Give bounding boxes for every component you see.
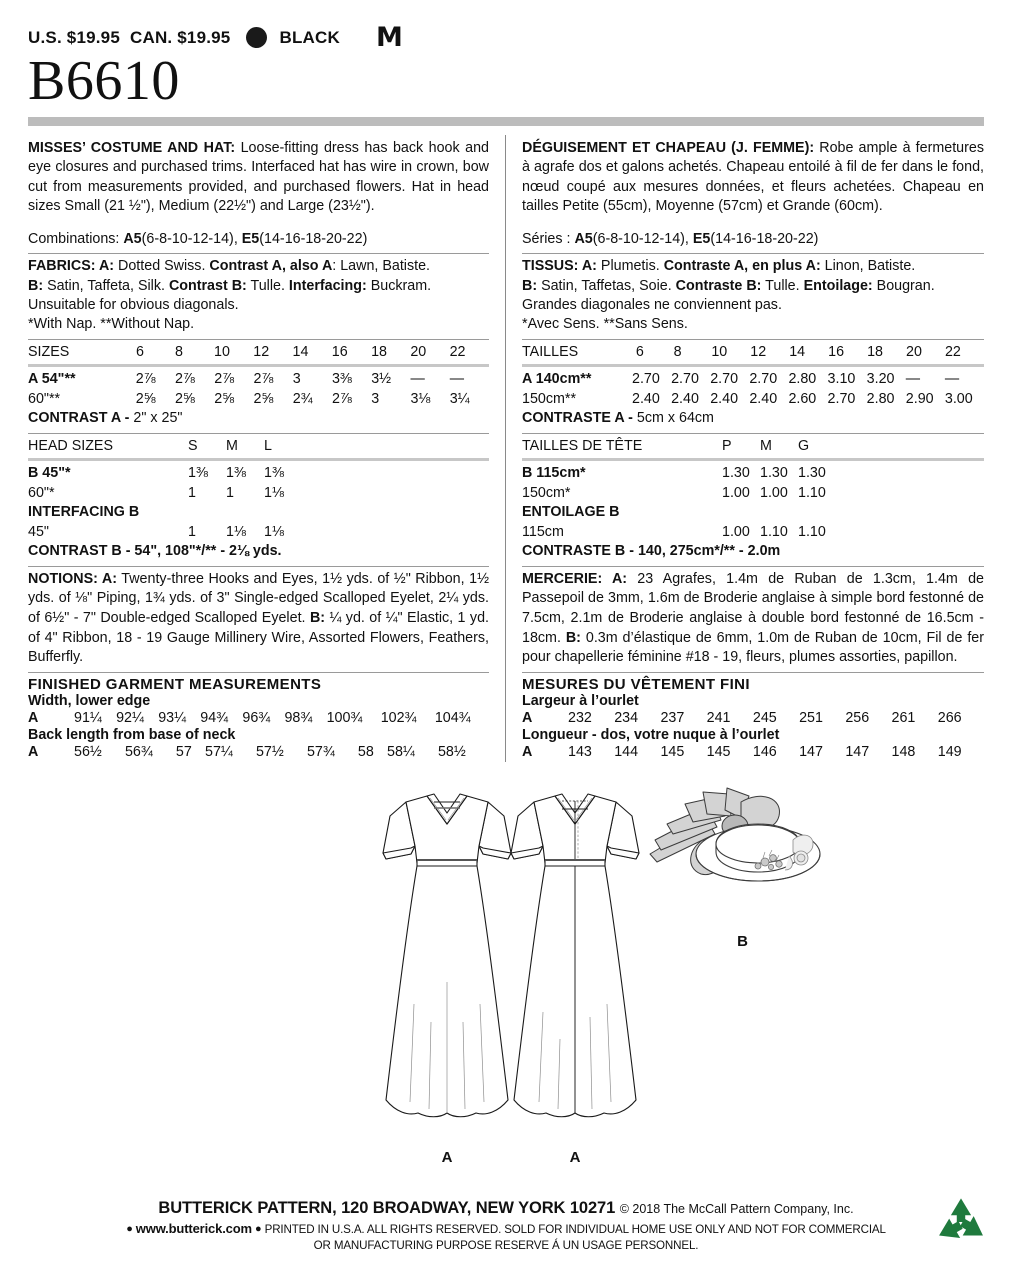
french-contrast-b: CONTRASTE B - 140, 275cm*/** - 2.0m: [522, 543, 781, 560]
fabrics-view-b: B:: [522, 277, 538, 294]
french-column: [506, 135, 984, 762]
french-nap-note: *Avec Sens. **Sans Sens.: [522, 316, 688, 333]
envelope-footer: [0, 1199, 1012, 1252]
yardage-cell: 2.80: [866, 390, 895, 407]
yardage-cell: 3¼: [449, 390, 470, 407]
notions-label: MERCERIE:: [522, 570, 603, 587]
divider: [28, 364, 489, 367]
fgm-cell: 58¼: [387, 744, 415, 761]
size-col: 12: [253, 343, 270, 360]
yardage-cell: 2.90: [905, 390, 934, 407]
head-yardage-cell: 1.30: [760, 465, 788, 482]
french-head-sizes-table: [522, 437, 984, 457]
table-row-header: [522, 437, 984, 457]
divider: [522, 339, 984, 340]
size-col: 22: [449, 343, 466, 360]
fabrics-interfacing: Entoilage:: [803, 277, 873, 294]
table-row: [522, 464, 984, 484]
french-combinations: [522, 230, 984, 249]
notions-view-b-text: 0.3m d’élastique de 6mm, 1.0m de Ruban de 10cm, Fil de fer pour chapellerie féminine #18 - 19, fleurs, plumes assorties, papillon.: [522, 629, 985, 666]
size-col: 6: [135, 343, 144, 360]
fgm-cell: 145: [706, 744, 731, 761]
hat-label: B: [737, 932, 748, 950]
contrast-a-label: CONTRASTE A -: [522, 410, 637, 427]
english-head-sizes-table: [28, 437, 489, 457]
head-size-col: S: [188, 437, 198, 454]
yardage-cell: 2.70: [749, 371, 778, 388]
fgm-cell: 57¾: [306, 744, 335, 761]
fgm-cell: 261: [891, 709, 916, 726]
table-row-header: [28, 343, 489, 363]
head-yardage-cell: 1: [188, 484, 196, 501]
head-yardage-row-label: 60"*: [28, 484, 55, 501]
content-columns: [0, 135, 1012, 762]
envelope-header: [0, 0, 1012, 126]
size-col: 14: [789, 343, 806, 360]
divider: [28, 458, 489, 461]
yardage-cell: 3: [292, 371, 301, 388]
color-name: BLACK: [279, 27, 340, 47]
fgm-cell: 144: [614, 744, 639, 761]
combination-e5: E5: [241, 231, 260, 248]
fgm-cell: 93¼: [158, 709, 187, 726]
notions-view-b-text: ¼ yd. of ¼" Elastic, 1 yd. of 4" Ribbon, 18 - 19 Gauge Millinery Wire, Assorted Flowers, Feathers, Bufferfly.: [28, 609, 489, 666]
yardage-cell: 3.10: [827, 371, 856, 388]
size-col: 14: [292, 343, 309, 360]
price-us: U.S. $19.95: [28, 27, 120, 47]
fgm-cell: 57¼: [205, 744, 233, 761]
english-yardage-table: [28, 370, 489, 409]
english-fabrics-line3: Unsuitable for obvious diagonals.: [28, 296, 239, 313]
head-yardage-cell: 1⅜: [226, 465, 246, 482]
divider: [28, 339, 489, 340]
table-row: [522, 370, 984, 390]
table-row: [522, 523, 984, 543]
fabrics-view-a: A:: [578, 258, 597, 275]
hat-drawing: [645, 782, 840, 912]
divider: [522, 458, 984, 461]
dress-front-label: A: [441, 1148, 453, 1166]
fgm-cell: 232: [568, 709, 592, 726]
english-fgm-title: FINISHED GARMENT MEASUREMENTS: [28, 675, 322, 693]
head-yardage-cell: 1⅜: [264, 465, 284, 482]
size-col: 6: [635, 343, 644, 360]
table-row: [28, 709, 489, 728]
fabrics-view-b-text: Satin, Taffetas, Soie.: [537, 277, 676, 294]
yardage-cell: 3⅜: [331, 371, 352, 388]
english-fgm-sub2: Back length from base of neck: [28, 727, 236, 744]
french-fabrics-line2: [522, 277, 984, 296]
english-title: MISSES’ COSTUME AND HAT:: [28, 139, 236, 156]
footer-legal-line-2: OR MANUFACTURING PURPOSE RESERVE Á UN USAGE PERSONNEL.: [313, 1239, 699, 1252]
notions-view-a-text: Twenty-three Hooks and Eyes, 1½ yds. of ½" Ribbon, 1½ yds. of ⅛" Piping, 1¾ yds. of 3" Single-edged Scalloped Eyelet, 2¼ yds. of 6½" - 7" Double-edged Scalloped Eyelet.: [28, 570, 489, 626]
bullet-icon: ●: [126, 1223, 133, 1235]
notions-view-b: B:: [565, 629, 581, 646]
size-col: 12: [750, 343, 767, 360]
yardage-cell: 2⅞: [253, 371, 274, 388]
fabrics-interfacing: Interfacing:: [288, 277, 367, 294]
table-row-header: [28, 437, 489, 457]
price-row: [28, 24, 984, 51]
yardage-cell: 2⅝: [253, 390, 274, 407]
fgm-cell: 56½: [74, 744, 102, 761]
english-head-yardage-table: [28, 464, 489, 542]
yardage-cell: 2¾: [292, 390, 313, 407]
fgm-cell: 245: [752, 709, 777, 726]
divider: [28, 433, 489, 434]
sizes-header: TAILLES: [522, 343, 579, 360]
fabrics-contrast-b: Contraste B:: [675, 277, 762, 294]
yardage-cell: 2.40: [749, 390, 778, 407]
yardage-cell: 2.60: [788, 390, 817, 407]
divider: [28, 566, 489, 567]
yardage-cell: 2⅞: [174, 371, 195, 388]
head-yardage-cell: 1⅛: [264, 484, 284, 501]
fgm-row-label: A: [28, 709, 39, 726]
interfacing-row-label: 45": [28, 523, 49, 540]
size-col: 16: [331, 343, 348, 360]
english-column: [28, 135, 506, 762]
fabrics-view-a-text: Plumetis.: [596, 258, 664, 275]
fabrics-view-b-text: Satin, Taffeta, Silk.: [43, 277, 169, 294]
fgm-cell: 256: [845, 709, 870, 726]
table-row: [522, 503, 984, 523]
fgm-cell: 241: [706, 709, 731, 726]
fgm-cell: 147: [799, 744, 823, 761]
notions-view-a: A:: [97, 570, 117, 587]
header-divider: [28, 117, 984, 126]
head-yardage-row-label: B 45"*: [28, 465, 71, 482]
french-sizes-table: [522, 343, 984, 363]
contrast-a-value: 5cm x 64cm: [636, 410, 714, 427]
english-notions: [28, 570, 489, 668]
fabrics-contrast-a: Contraste A, en plus A:: [663, 258, 821, 275]
english-fgm-table-length: [28, 743, 489, 762]
yardage-cell: 2⅝: [135, 390, 156, 407]
french-description-text: Robe ample à fermetures à agrafe dos et galons achetés. Chapeau entoilé à fil de fer dans le fond, nœud coupé aux mesures données, et fleurs achetées. Chapeau en tailles Petite (55cm), Moyenne (57cm) et Grande (60cm).: [522, 139, 984, 215]
combination-a5-sizes: (6-8-10-12-14),: [141, 231, 242, 248]
french-fgm-table-length: [522, 743, 984, 762]
fabrics-contrast-b-text: Tulle.: [761, 277, 804, 294]
yardage-cell: 2.70: [671, 371, 699, 388]
fgm-cell: 148: [891, 744, 916, 761]
contrast-a-value: 2" x 25": [133, 410, 183, 427]
table-row: [522, 743, 984, 762]
fabrics-interfacing-text: Buckram.: [366, 277, 432, 294]
interfacing-header: ENTOILAGE B: [522, 504, 620, 521]
fgm-cell: 57: [175, 744, 192, 761]
size-col: 18: [371, 343, 387, 360]
notions-label: NOTIONS:: [28, 570, 98, 587]
head-size-col: P: [722, 437, 732, 454]
fgm-cell: 143: [568, 744, 592, 761]
size-letter: M: [375, 22, 402, 53]
size-col: 8: [174, 343, 183, 360]
table-row-header: [522, 343, 984, 363]
divider: [522, 364, 984, 367]
size-col: 16: [828, 343, 845, 360]
table-row: [28, 464, 489, 484]
fgm-cell: 94¾: [200, 709, 229, 726]
yardage-cell: 2.40: [671, 390, 699, 407]
yardage-cell: —: [905, 371, 921, 388]
dress-back-drawing: [500, 782, 650, 1142]
head-size-col: L: [264, 437, 272, 454]
divider: [28, 253, 489, 254]
yardage-cell: 2⅝: [174, 390, 195, 407]
yardage-cell: 2.40: [710, 390, 739, 407]
combinations-label: Combinations:: [28, 231, 124, 248]
fabrics-contrast-a-text: : Lawn, Batiste.: [332, 258, 431, 275]
combination-e5: E5: [692, 231, 711, 248]
size-col: 20: [410, 343, 427, 360]
size-col: 8: [673, 343, 682, 360]
notions-view-a-text: 23 Agrafes, 1.4m de Ruban de 1.3cm, 1.4m de Passepoil de 3mm, 1.6m de Broderie anglaise à simple bord festonné de 7.5cm, 2.1m de Broderie anglaise à double bord festonné de 16.5cm - 18cm.: [522, 570, 984, 646]
fgm-row-label: A: [522, 744, 533, 761]
yardage-row-label: 60"**: [28, 390, 61, 407]
table-row: [28, 390, 489, 410]
french-fgm-title: MESURES DU VÊTEMENT FINI: [522, 675, 750, 693]
english-contrast-b: CONTRAST B - 54", 108"*/** - 2⅛ yds.: [28, 543, 282, 560]
interfacing-cell: 1⅛: [264, 523, 284, 540]
english-contrast-a: [28, 409, 489, 428]
combination-a5: A5: [574, 231, 593, 248]
french-notions: [522, 570, 984, 668]
french-fabrics-line1: [522, 257, 984, 276]
yardage-cell: —: [944, 371, 960, 388]
footer-website[interactable]: www.butterick.com: [135, 1221, 252, 1236]
fgm-cell: 147: [845, 744, 870, 761]
fabrics-contrast-a-text: Linon, Batiste.: [820, 258, 916, 275]
yardage-cell: —: [449, 371, 464, 388]
fgm-cell: 56¾: [124, 744, 153, 761]
yardage-cell: 2⅝: [214, 390, 235, 407]
yardage-cell: 2⅞: [331, 390, 352, 407]
fgm-cell: 96¾: [242, 709, 271, 726]
combinations-label: Séries :: [522, 231, 575, 248]
hat-figure: [645, 782, 840, 950]
table-row: [28, 523, 489, 543]
divider: [522, 672, 984, 673]
head-size-col: G: [798, 437, 810, 454]
fgm-cell: 58: [357, 744, 374, 761]
table-row: [522, 390, 984, 410]
head-yardage-cell: 1.30: [722, 465, 750, 482]
yardage-row-label: 150cm**: [522, 390, 577, 407]
english-fgm-table-width: [28, 709, 489, 728]
dress-back-label: A: [569, 1148, 581, 1166]
combination-a5: A5: [123, 231, 142, 248]
yardage-cell: —: [410, 371, 425, 388]
english-sizes-table: [28, 343, 489, 363]
interfacing-cell: 1⅛: [226, 523, 246, 540]
head-yardage-row-label: B 115cm*: [522, 465, 586, 482]
head-size-col: M: [760, 437, 772, 454]
fabrics-contrast-b: Contrast B:: [168, 277, 247, 294]
french-fabrics-line3: Grandes diagonales ne conviennent pas.: [522, 296, 782, 313]
color-swatch-icon: [246, 27, 267, 48]
fgm-cell: 104¾: [434, 709, 471, 726]
divider: [522, 566, 984, 567]
notions-view-a: A:: [602, 570, 628, 587]
french-description: [522, 139, 984, 217]
combination-a5-sizes: (6-8-10-12-14),: [592, 231, 693, 248]
footer-legal-line-1: [28, 1221, 984, 1236]
illustration-area: [0, 776, 1012, 1166]
recycle-icon: [934, 1194, 988, 1250]
head-yardage-cell: 1: [226, 484, 234, 501]
interfacing-cell: 1: [188, 523, 196, 540]
fgm-cell: 145: [660, 744, 685, 761]
fabrics-label: FABRICS:: [28, 258, 96, 275]
divider: [522, 433, 984, 434]
fabrics-contrast-a: Contrast A, also A: [209, 258, 333, 275]
footer-company-line: [28, 1199, 984, 1218]
sizes-header: SIZES: [28, 343, 70, 360]
fabrics-label: TISSUS:: [522, 258, 579, 275]
yardage-cell: 3.00: [944, 390, 973, 407]
yardage-cell: 3.20: [866, 371, 895, 388]
english-fabrics-line2: [28, 277, 489, 296]
yardage-cell: 2.70: [632, 371, 660, 388]
french-yardage-table: [522, 370, 984, 409]
fgm-cell: 266: [937, 709, 962, 726]
head-yardage-cell: 1.00: [722, 484, 750, 501]
yardage-cell: 2.70: [827, 390, 856, 407]
head-sizes-header: HEAD SIZES: [28, 437, 114, 454]
english-description-text: Loose-fitting dress has back hook and eye closures and purchased trims. Interfaced hat has wire in crown, bow cut from measurements provided, and purchased flowers. Hat in head sizes Small (21 ½"), Medium (22½") and Large (23½").: [28, 139, 489, 215]
yardage-cell: 2.40: [632, 390, 660, 407]
french-title: DÉGUISEMENT ET CHAPEAU (J. FEMME):: [522, 139, 815, 156]
head-yardage-cell: 1⅜: [188, 465, 208, 482]
fabrics-contrast-b-text: Tulle.: [246, 277, 289, 294]
fgm-cell: 92¼: [116, 709, 144, 726]
fgm-cell: 91¼: [74, 709, 102, 726]
fgm-cell: 100¾: [326, 709, 363, 726]
interfacing-cell: 1.10: [760, 523, 788, 540]
fgm-cell: 251: [799, 709, 823, 726]
yardage-row-label: A 140cm**: [522, 371, 592, 388]
size-col: 20: [906, 343, 922, 360]
fgm-cell: 146: [752, 744, 777, 761]
fabrics-view-a-text: Dotted Swiss.: [114, 258, 210, 275]
size-col: 18: [867, 343, 883, 360]
french-contrast-a: [522, 409, 984, 428]
divider: [28, 672, 489, 673]
footer-copyright: © 2018 The McCall Pattern Company, Inc.: [619, 1202, 854, 1216]
table-row: [522, 484, 984, 504]
pattern-number: B6610: [28, 50, 180, 112]
bullet-icon: ●: [255, 1223, 262, 1235]
head-yardage-row-label: 150cm*: [522, 484, 571, 501]
divider: [522, 253, 984, 254]
yardage-cell: 2⅞: [214, 371, 235, 388]
head-yardage-cell: 1.10: [798, 484, 826, 501]
interfacing-header: INTERFACING B: [28, 504, 140, 521]
french-fgm-sub2: Longueur - dos, votre nuque à l’ourlet: [522, 727, 780, 744]
size-col: 10: [711, 343, 728, 360]
table-row: [522, 709, 984, 728]
table-row: [28, 370, 489, 390]
table-row: [28, 743, 489, 762]
yardage-cell: 3: [371, 390, 380, 407]
fgm-cell: 58½: [437, 744, 466, 761]
fgm-cell: 102¾: [380, 709, 417, 726]
fabrics-view-a: A:: [95, 258, 115, 275]
interfacing-cell: 1.10: [798, 523, 826, 540]
fgm-cell: 234: [614, 709, 639, 726]
head-size-col: M: [226, 437, 238, 454]
size-col: 10: [214, 343, 230, 360]
footer-legal-text-1: PRINTED IN U.S.A. ALL RIGHTS RESERVED. SOLD FOR INDIVIDUAL HOME USE ONLY AND NOT FOR COMMERCIAL: [264, 1223, 886, 1236]
notions-view-b: B:: [309, 609, 326, 626]
french-fgm-sub1: Largeur à l’ourlet: [522, 692, 639, 709]
footer-address: BUTTERICK PATTERN, 120 BROADWAY, NEW YORK 10271: [158, 1199, 616, 1217]
english-description: [28, 139, 489, 217]
english-fgm-sub1: Width, lower edge: [28, 692, 151, 709]
table-row: [28, 503, 489, 523]
french-fgm-table-width: [522, 709, 984, 728]
yardage-cell: 2.80: [788, 371, 817, 388]
interfacing-row-label: 115cm: [522, 523, 564, 540]
fgm-cell: 98¾: [284, 709, 313, 726]
fgm-row-label: A: [522, 709, 533, 726]
fabrics-interfacing-text: Bougran.: [872, 277, 935, 294]
yardage-cell: 3½: [371, 371, 392, 388]
head-sizes-header: TAILLES DE TÊTE: [522, 437, 643, 454]
dress-back-figure: [500, 782, 650, 1166]
english-nap-note: *With Nap. **Without Nap.: [28, 316, 195, 333]
english-combinations: [28, 230, 489, 249]
price-can: CAN. $19.95: [129, 27, 231, 47]
fabrics-view-b: B:: [28, 277, 44, 294]
head-yardage-cell: 1.00: [760, 484, 788, 501]
english-fabrics-line1: [28, 257, 489, 276]
fgm-cell: 237: [660, 709, 685, 726]
yardage-cell: 2.70: [710, 371, 739, 388]
size-col: 22: [944, 343, 961, 360]
interfacing-cell: 1.00: [722, 523, 750, 540]
fgm-row-label: A: [28, 744, 39, 761]
combination-e5-sizes: (14-16-18-20-22): [710, 231, 819, 248]
yardage-cell: 2⅞: [135, 371, 156, 388]
fgm-cell: 149: [937, 744, 962, 761]
yardage-cell: 3⅛: [410, 390, 431, 407]
table-row: [28, 484, 489, 504]
french-head-yardage-table: [522, 464, 984, 542]
head-yardage-cell: 1.30: [798, 465, 826, 482]
contrast-a-label: CONTRAST A -: [28, 410, 134, 427]
yardage-row-label: A 54"**: [28, 371, 76, 388]
combination-e5-sizes: (14-16-18-20-22): [259, 231, 368, 248]
fgm-cell: 57½: [255, 744, 284, 761]
